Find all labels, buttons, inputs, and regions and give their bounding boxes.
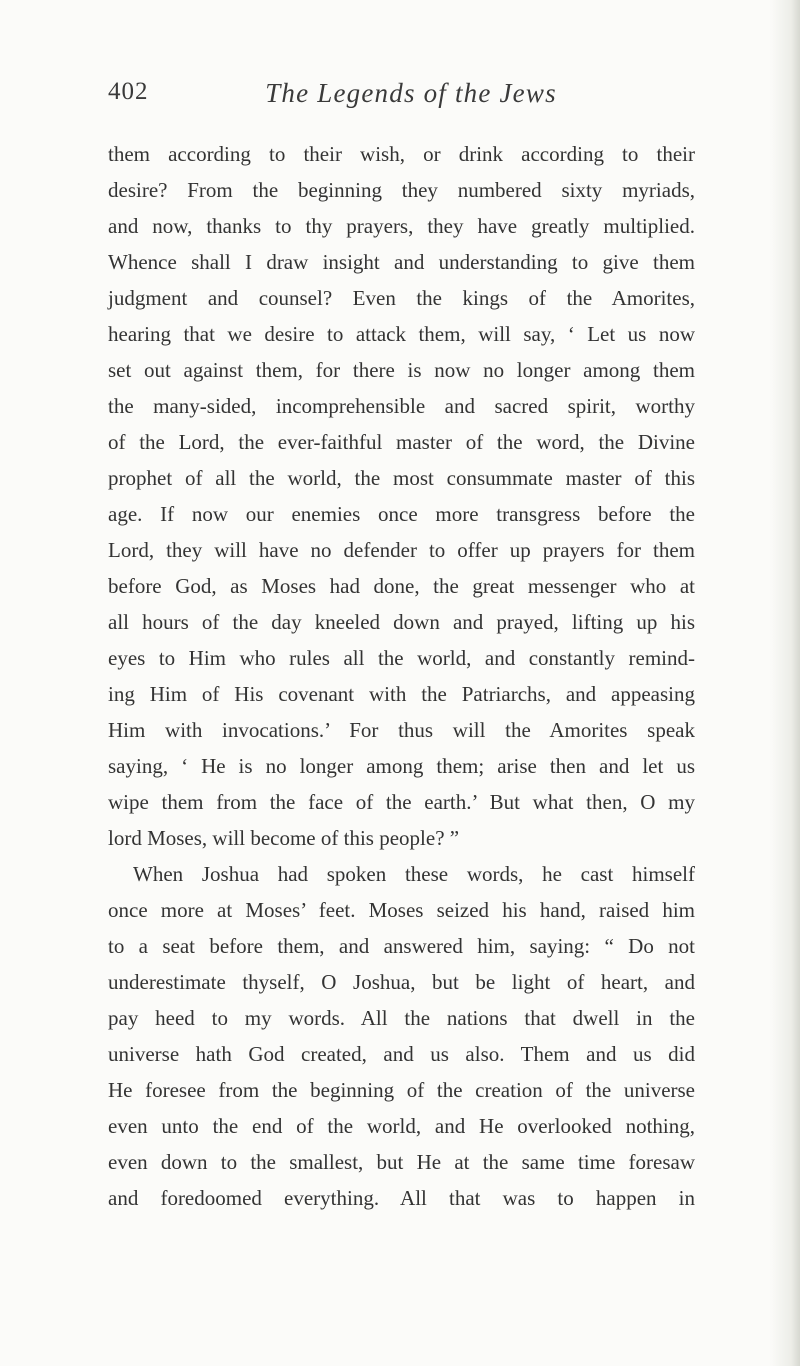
paragraph-end-line: lord Moses, will become of this people? ” (108, 826, 460, 850)
text-line: eyes to Him who rules all the world, and constantly remind- (108, 646, 695, 670)
text-line: age. If now our enemies once more transgress before the (108, 502, 695, 526)
text-line: them according to their wish, or drink according to their (108, 142, 695, 166)
text-line: pay heed to my words. All the nations that dwell in the (108, 1006, 695, 1030)
text-line: He foresee from the beginning of the creation of the universe (108, 1078, 695, 1102)
text-line: saying, ‘ He is no longer among them; arise then and let us (108, 754, 695, 778)
page-header (108, 78, 702, 114)
text-line: wipe them from the face of the earth.’ But what then, O my (108, 790, 695, 814)
page-number: 402 (108, 78, 149, 105)
text-line: universe hath God created, and us also. Them and us did (108, 1042, 695, 1066)
text-line: hearing that we desire to attack them, will say, ‘ Let us now (108, 322, 695, 346)
running-title: The Legends of the Jews (265, 78, 557, 108)
text-line: and foredoomed everything. All that was to happen in (108, 1186, 695, 1210)
page-edge-shadow (770, 0, 800, 1366)
text-line: set out against them, for there is now no longer among them (108, 358, 695, 382)
body-text (108, 136, 695, 1216)
text-line: and now, thanks to thy prayers, they have greatly multiplied. (108, 214, 695, 238)
paragraph-start-line: When Joshua had spoken these words, he cast himself (133, 862, 695, 886)
text-line: before God, as Moses had done, the great messenger who at (108, 574, 695, 598)
text-line: to a seat before them, and answered him, saying: “ Do not (108, 934, 695, 958)
text-line: Lord, they will have no defender to offer up prayers for them (108, 538, 695, 562)
text-line: underestimate thyself, O Joshua, but be light of heart, and (108, 970, 695, 994)
text-line: the many-sided, incomprehensible and sacred spirit, worthy (108, 394, 695, 418)
text-line: once more at Moses’ feet. Moses seized his hand, raised him (108, 898, 695, 922)
text-line: even down to the smallest, but He at the same time foresaw (108, 1150, 695, 1174)
text-line: all hours of the day kneeled down and prayed, lifting up his (108, 610, 695, 634)
text-line: prophet of all the world, the most consummate master of this (108, 466, 695, 490)
text-line: ing Him of His covenant with the Patriarchs, and appeasing (108, 682, 695, 706)
text-line: even unto the end of the world, and He overlooked nothing, (108, 1114, 695, 1138)
text-line: of the Lord, the ever-faithful master of the word, the Divine (108, 430, 695, 454)
text-line: desire? From the beginning they numbered sixty myriads, (108, 178, 695, 202)
text-line: Whence shall I draw insight and understanding to give them (108, 250, 695, 274)
text-line: judgment and counsel? Even the kings of the Amorites, (108, 286, 695, 310)
text-line: Him with invocations.’ For thus will the Amorites speak (108, 718, 695, 742)
